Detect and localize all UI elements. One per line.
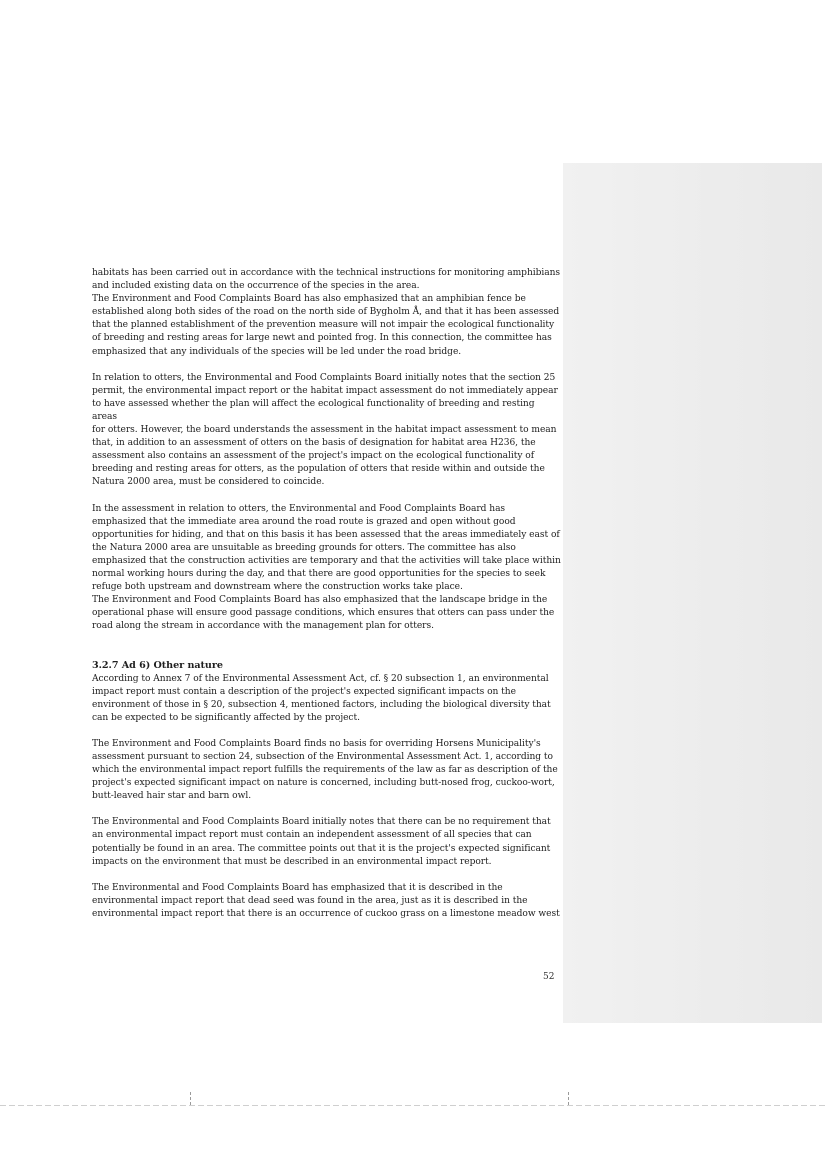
paragraph: The Environmental and Food Complaints Board initially notes that there can be no requirement that an environmental impact report must contain an independent assessment of all species that can potentially be found in an area. The committee points out that it is the project's expected significant impacts on the environment that must be described in an environmental impact report. xyxy=(92,817,551,867)
paragraph: The Environment and Food Complaints Board finds no basis for overriding Horsens Municipality's assessment pursuant to section 24, subsection of the Environmental Assessment Act. 1, according to which the environmental impact report fulfills the requirements of the law as far as description of the project's expected significant impact on nature is concerned, including butt-nosed frog, cuckoo-wort, butt-leaved hair star and barn owl. xyxy=(92,738,558,802)
section-heading: 3.2.7 Ad 6) Other nature xyxy=(92,660,223,672)
paragraph: In relation to otters, the Environmental and Food Complaints Board initially notes that the section 25 permit, the environmental impact report or the habitat impact assessment do not immediately appear to have assessed whether the plan will affect the ecological functionality of breeding and resting areas for otters. However, the board understands the assessment in the habitat impact assessment to mean that, in addition to an assessment of otters on the basis of designation for habitat area H236, the assessment also contains an assessment of the project's impact on the ecological functionality of breeding and resting areas for otters, as the population of otters that reside within and outside the Natura 2000 area, must be considered to coincide. xyxy=(92,372,558,488)
paragraph: The Environment and Food Complaints Board has also emphasized that the landscape bridge in the operational phase will ensure good passage conditions, which ensures that otters can pass under the road along the stream in accordance with the management plan for otters. xyxy=(92,595,555,632)
scan-artifact-line xyxy=(0,1105,826,1106)
document-body xyxy=(92,267,562,921)
spacer xyxy=(92,646,562,659)
paragraph: In the assessment in relation to otters, the Environmental and Food Complaints Board has emphasized that the immediate area around the road route is grazed and open without good opportunities for hiding, and that on this basis it has been assessed that the areas immediately east of the Natura 2000 area are unsuitable as breeding grounds for otters. The committee has also emphasized that the construction activities are temporary and that the activities will take place within normal working hours during the day, and that there are good opportunities for the species to seek refuge both upstream and downstream where the construction works take place. xyxy=(92,503,561,593)
page-number: 52 xyxy=(543,972,555,982)
paragraph: According to Annex 7 of the Environmental Assessment Act, cf. § 20 subsection 1, an environmental impact report must contain a description of the project's expected significant impacts on the environment of those in § 20, subsection 4, mentioned factors, including the biological diversity that can be expected to be significantly affected by the project. xyxy=(92,673,551,723)
paragraph: The Environment and Food Complaints Board has also emphasized that an amphibian fence be established along both sides of the road on the north side of Bygholm Å, and that it has been assessed that the planned establishment of the prevention measure will not impair the ecological functionality of breeding and resting areas for large newt and pointed frog. In this connection, the committee has emphasized that any individuals of the species will be led under the road bridge. xyxy=(92,294,560,357)
scan-artifact-mark xyxy=(189,1090,192,1112)
scan-artifact-mark xyxy=(567,1090,570,1112)
paragraph: habitats has been carried out in accordance with the technical instructions for monitoring amphibians and included existing data on the occurrence of the species in the area. xyxy=(92,268,561,292)
paragraph: The Environmental and Food Complaints Board has emphasized that it is described in the environmental impact report that dead seed was found in the area, just as it is described in the environmental impact report that there is an occurrence of cuckoo grass on a limestone meadow west xyxy=(92,882,560,919)
scan-shadow xyxy=(563,163,822,1023)
